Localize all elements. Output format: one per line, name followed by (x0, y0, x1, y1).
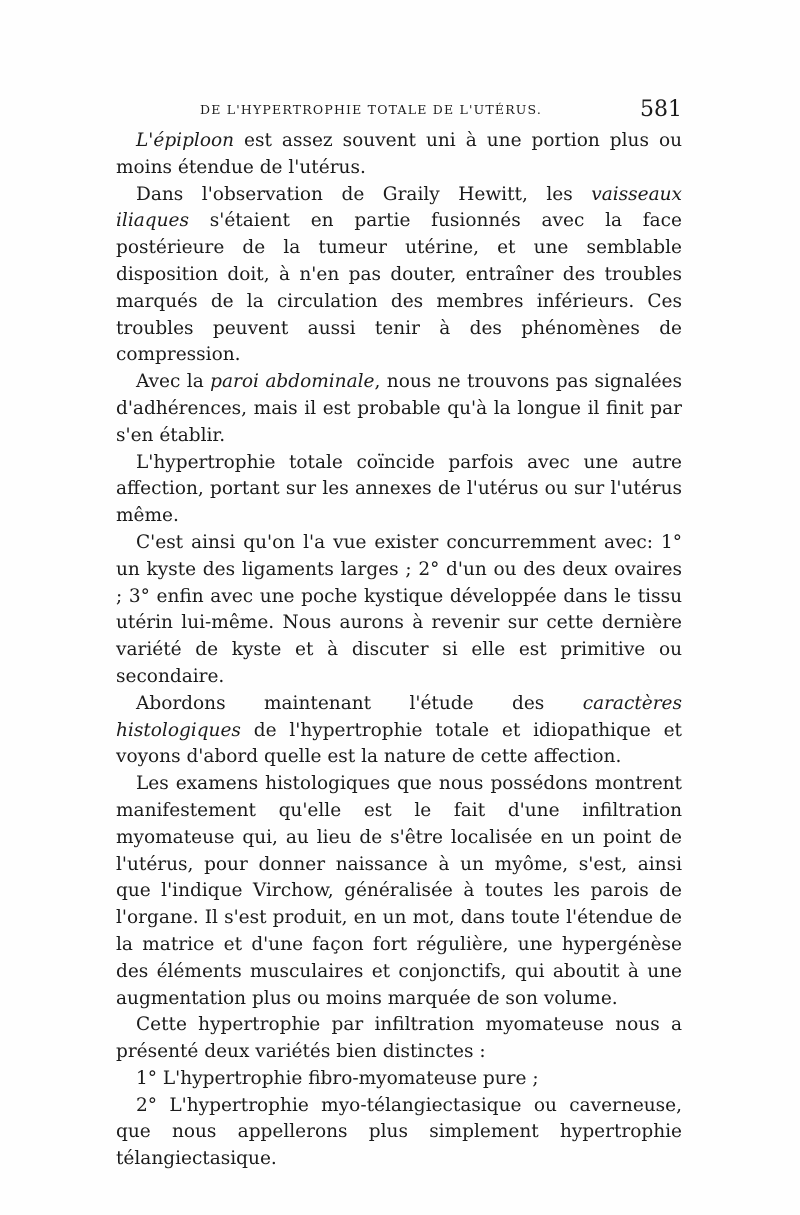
paragraph-text: C'est ainsi qu'on l'a vue exister concurremment avec: 1° un kyste des ligaments larges ; 2° d'un ou des deux ovaires ; 3° enfin avec une poche kystique développée dans le tissu utérin lui-même. Nous aurons à revenir sur cette dernière variété de kyste et à discuter si elle est primitive ou secondaire. (116, 531, 682, 687)
paragraph-examens (116, 771, 682, 1012)
italic-term: vaisseaux iliaques (116, 183, 682, 232)
paragraph-varietes (116, 1012, 682, 1066)
paragraph-text: 1° L'hypertrophie fibro-myomateuse pure ; (136, 1067, 539, 1089)
paragraph-text: Abordons maintenant l'étude des (136, 692, 583, 714)
paragraph-kyste (116, 530, 682, 691)
paragraph-text: Avec la (136, 371, 211, 393)
paragraph-text: est assez souvent uni à une portion plus ou moins étendue de l'utérus. (116, 130, 682, 178)
italic-term: L'épiploon (136, 130, 235, 151)
paragraph-text: Les examens histologiques que nous possédons montrent manifestement qu'elle est le fait d'une infiltration myomateuse qui, au lieu de s'être localisée en un point de l'utérus, pour donner naissance à un myôme, s'est, ainsi que l'indique Virchow, généralisée à toutes les parois de l'organe. Il s'est produit, en un mot, dans toute l'étendue de la matrice et d'une façon fort régulière, une hypergénèse des éléments musculaires et conjonctifs, qui aboutit à une augmentation plus ou moins marquée de son volume. (116, 773, 682, 1009)
page-header (116, 96, 682, 126)
page-number: 581 (640, 97, 682, 122)
paragraph-text: 2° L'hypertrophie myo-télangiectasique ou caverneuse, que nous appellerons plus simplement hypertrophie télangiectasique. (116, 1094, 682, 1170)
paragraph-epiploon (116, 128, 682, 182)
paragraph-text: L'hypertrophie totale coïncide parfois avec une autre affection, portant sur les annexes de l'utérus ou sur l'utérus même. (116, 451, 682, 527)
italic-term: caractères histologiques (116, 692, 682, 741)
italic-term: paroi abdominale (210, 371, 375, 393)
running-head: DE L'HYPERTROPHIE TOTALE DE L'UTÉRUS. (200, 102, 543, 117)
body-text (116, 128, 682, 1173)
paragraph-text: Cette hypertrophie par infiltration myomateuse nous a présenté deux variétés bien distinctes : (116, 1014, 682, 1063)
paragraph-text: s'étaient en partie fusionnés avec la face postérieure de la tumeur utérine, et une semblable disposition doit, à n'en pas douter, entraîner des troubles marqués de la circulation des membres inférieurs. Ces troubles peuvent aussi tenir à des phénomènes de compression. (116, 210, 682, 366)
paragraph-coincide (116, 450, 682, 530)
paragraph-paroi (116, 369, 682, 449)
paragraph-text: Dans l'observation de Graily Hewitt, les (136, 183, 592, 205)
paragraph-histologiques (116, 691, 682, 771)
list-item-2 (116, 1093, 682, 1173)
list-item-1 (116, 1066, 682, 1093)
paragraph-text: , nous ne trouvons pas signalées d'adhérences, mais il est probable qu'à la longue il finit par s'en établir. (116, 371, 682, 446)
paragraph-text: de l'hypertrophie totale et idiopathique et voyons d'abord quelle est la nature de cette affection. (116, 719, 682, 768)
paragraph-vaisseaux (116, 182, 682, 370)
